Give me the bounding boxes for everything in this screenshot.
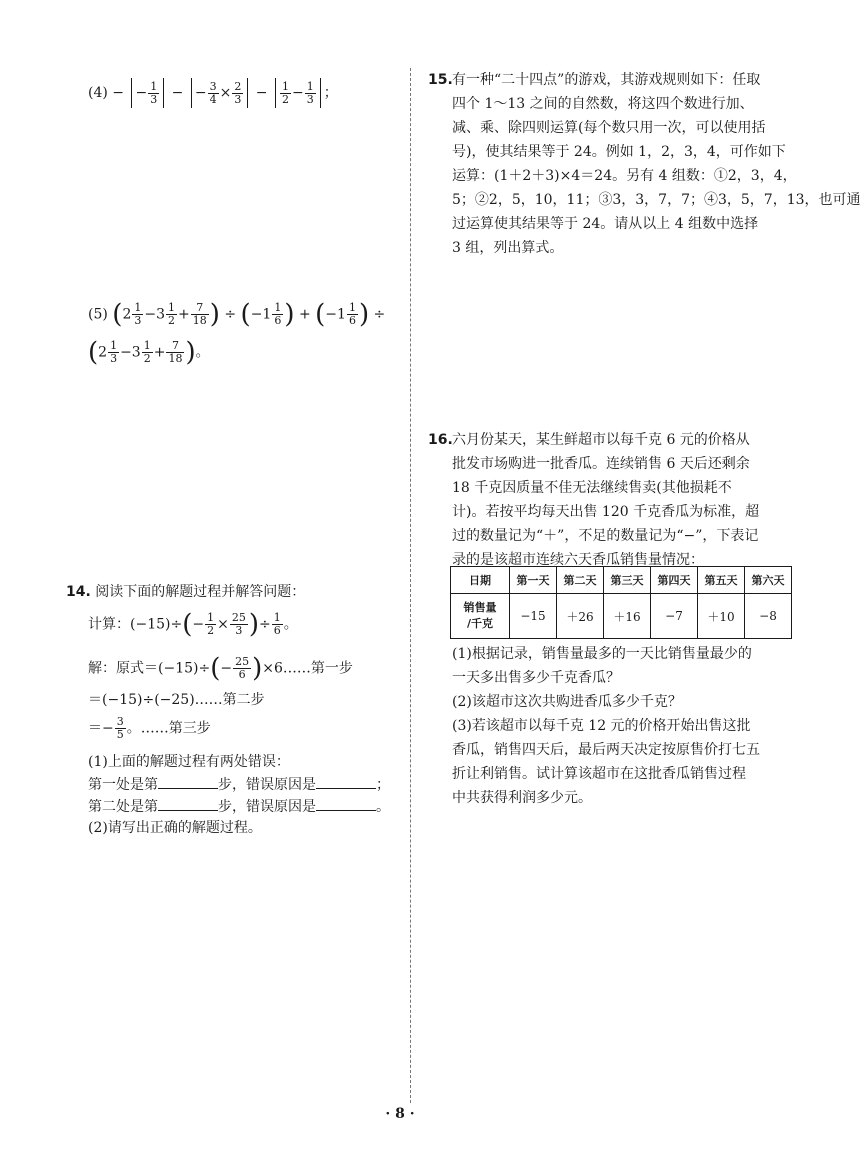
question-number: 16.: [428, 432, 453, 448]
abs-bar: [247, 78, 248, 108]
fraction: $\frac{1}{3}$: [306, 79, 314, 106]
table-header-cell: 第一天: [510, 567, 557, 594]
page-number: · 8 ·: [385, 1106, 415, 1122]
fraction: $\frac{1}{2}$: [207, 611, 215, 637]
table-cell: ＋26: [557, 594, 604, 639]
question-number: 14.: [66, 584, 91, 600]
problem-5-line1: (5) (2 $\frac{1}{3}$ −3 $\frac{1}{2}$ + $\frac{7}{18}$ ) ÷ (−1 $\frac{1}{6}$ ) + (−1 $\frac{1}{6}$ ) ÷: [88, 299, 386, 330]
q14-calc: 计算：(−15)÷(− $\frac{1}{2}$ × $\frac{25}{3}$ )÷ $\frac{1}{6}$ 。: [88, 609, 298, 640]
q15-text-line: 运算：(1＋2＋3)×4＝24。另有 4 组数：①2，3，4，: [452, 168, 797, 184]
q14-solution-step2: ＝(−15)÷(−25)……第二步: [88, 692, 265, 708]
fraction: $\frac{1}{2}$: [143, 339, 151, 365]
answer-blank[interactable]: [158, 796, 218, 811]
row-label: 销售量 /千克: [451, 594, 510, 639]
q16-text-line: 批发市场购进一批香瓜。连续销售 6 天后还剩余: [452, 456, 750, 472]
fraction: $\frac{1}{3}$: [110, 339, 118, 365]
q16-text-line: 过的数量记为“＋”，不足的数量记为“−”，下表记: [452, 528, 759, 544]
q14-solution-step1: 解：原式＝(−15)÷(− $\frac{25}{6}$ )×6……第一步: [88, 653, 353, 684]
q14-sub1: (1)上面的解题过程有两处错误：: [88, 754, 290, 770]
q16-sub-line: 一天多出售多少千克香瓜？: [452, 670, 620, 686]
abs-bar: [320, 78, 321, 108]
fraction: $\frac{25}{3}$: [231, 611, 246, 637]
question-text: 阅读下面的解题过程并解答问题：: [95, 584, 306, 600]
sales-table: [450, 566, 792, 639]
q16-sub-line: 香瓜，销售四天后，最后两天决定按原售价打七五: [452, 742, 760, 758]
table-header-cell: 第五天: [698, 567, 745, 594]
table-cell: −8: [745, 594, 792, 639]
q16-subquestions: [452, 642, 772, 810]
q15-text-line: 减、乘、除四则运算(每个数只用一次，可以使用括: [452, 120, 766, 136]
table-cell: ＋10: [698, 594, 745, 639]
table-header-cell: 日期: [451, 567, 510, 594]
abs-bar: [131, 78, 132, 108]
abs-bar: [275, 78, 276, 108]
q16-sub-line: (1)根据记录，销售量最多的一天比销售量最少的: [452, 646, 752, 662]
q14-error-2: 第二处是第 步，错误原因是 。: [88, 796, 390, 817]
fraction: $\frac{25}{6}$: [235, 655, 250, 681]
abs-bar: [163, 78, 164, 108]
minus-sign: −: [112, 85, 125, 101]
table-header-cell: 第六天: [745, 567, 792, 594]
q15-text-line: 有一种“二十四点”的游戏，其游戏规则如下：任取: [452, 72, 761, 88]
answer-blank[interactable]: [316, 774, 376, 789]
q16-text-line: 18 千克因质量不佳无法继续售卖(其他损耗不: [452, 480, 732, 496]
fraction: $\frac{1}{3}$: [150, 79, 158, 106]
fraction: $\frac{1}{6}$: [273, 611, 281, 637]
answer-blank[interactable]: [158, 774, 218, 789]
q16-text-line: 计)。若按平均每天出售 120 千克香瓜为标准，超: [452, 504, 760, 520]
table-header-cell: 第二天: [557, 567, 604, 594]
minus-sign: −: [135, 85, 148, 101]
q14-solution-step3: ＝− $\frac{3}{5}$ 。……第三步: [88, 715, 211, 741]
fraction: $\frac{1}{6}$: [274, 301, 282, 327]
table-cell: −7: [651, 594, 698, 639]
sales-table-wrap: [450, 566, 792, 639]
problem-5-line2: (2 $\frac{1}{3}$ −3 $\frac{1}{2}$ + $\frac{7}{18}$ )。: [88, 337, 210, 368]
column-divider: [410, 68, 411, 1103]
abs-bar: [191, 78, 192, 108]
table-header-cell: 第三天: [604, 567, 651, 594]
q14-title: [66, 582, 305, 602]
times-sign: ×: [219, 85, 232, 101]
q16-text-line: 录的是该超市连续六天香瓜销售量情况：: [452, 552, 704, 568]
fraction: $\frac{3}{5}$: [116, 715, 124, 741]
fraction: $\frac{7}{18}$: [192, 301, 207, 327]
fraction: $\frac{1}{2}$: [281, 79, 289, 106]
q14-sub2: (2)请写出正确的解题过程。: [88, 820, 262, 836]
q14-error-1: 第一处是第 步，错误原因是 ；: [88, 774, 390, 795]
q15-text-line: 号)，使其结果等于 24。例如 1，2，3，4，可作如下: [452, 144, 786, 160]
problem-4: (4) − − $\frac{1}{3}$ − − $\frac{3}{4}$ × $\frac{2}{3}$ − $\frac{1}{2}$ − $\frac{1}{3}$ ；: [88, 78, 338, 108]
table-row: [451, 594, 792, 639]
problem-4-label: (4): [88, 85, 108, 101]
end-mark: ；: [323, 85, 338, 101]
q15-text-line: 5；②2，5，10，11；③3，3，7，7；④3，5，7，13，也可通: [452, 192, 861, 208]
fraction: $\frac{2}{3}$: [234, 79, 242, 106]
fraction: $\frac{3}{4}$: [209, 79, 217, 106]
q15-text-line: 四个 1～13 之间的自然数，将这四个数进行加、: [452, 96, 754, 112]
q16-sub-line: (2)该超市这次共购进香瓜多少千克？: [452, 694, 682, 710]
question-number: 15.: [428, 72, 453, 88]
table-header-cell: 第四天: [651, 567, 698, 594]
q16-text-line: 六月份某天，某生鲜超市以每千克 6 元的价格从: [452, 432, 750, 448]
q15-text-line: 过运算使其结果等于 24。请从以上 4 组数中选择: [452, 216, 759, 232]
fraction: $\frac{7}{18}$: [168, 339, 183, 365]
problem-5-label: (5): [88, 306, 108, 323]
fraction: $\frac{1}{6}$: [348, 301, 356, 327]
q16-sub-line: (3)若该超市以每千克 12 元的价格开始出售这批: [452, 718, 751, 734]
fraction: $\frac{1}{2}$: [168, 301, 176, 327]
fraction: $\frac{1}{3}$: [134, 301, 142, 327]
table-cell: ＋16: [604, 594, 651, 639]
q16-sub-line: 折让利销售。试计算该超市在这批香瓜销售过程: [452, 766, 746, 782]
answer-blank[interactable]: [316, 796, 376, 811]
q16-sub-line: 中共获得利润多少元。: [452, 790, 592, 806]
minus-sign: −: [291, 85, 304, 101]
q15-text-line: 3 组，列出算式。: [452, 240, 564, 256]
minus-sign: −: [171, 85, 184, 101]
table-cell: −15: [510, 594, 557, 639]
table-header-row: [451, 567, 792, 594]
minus-sign: −: [255, 85, 268, 101]
